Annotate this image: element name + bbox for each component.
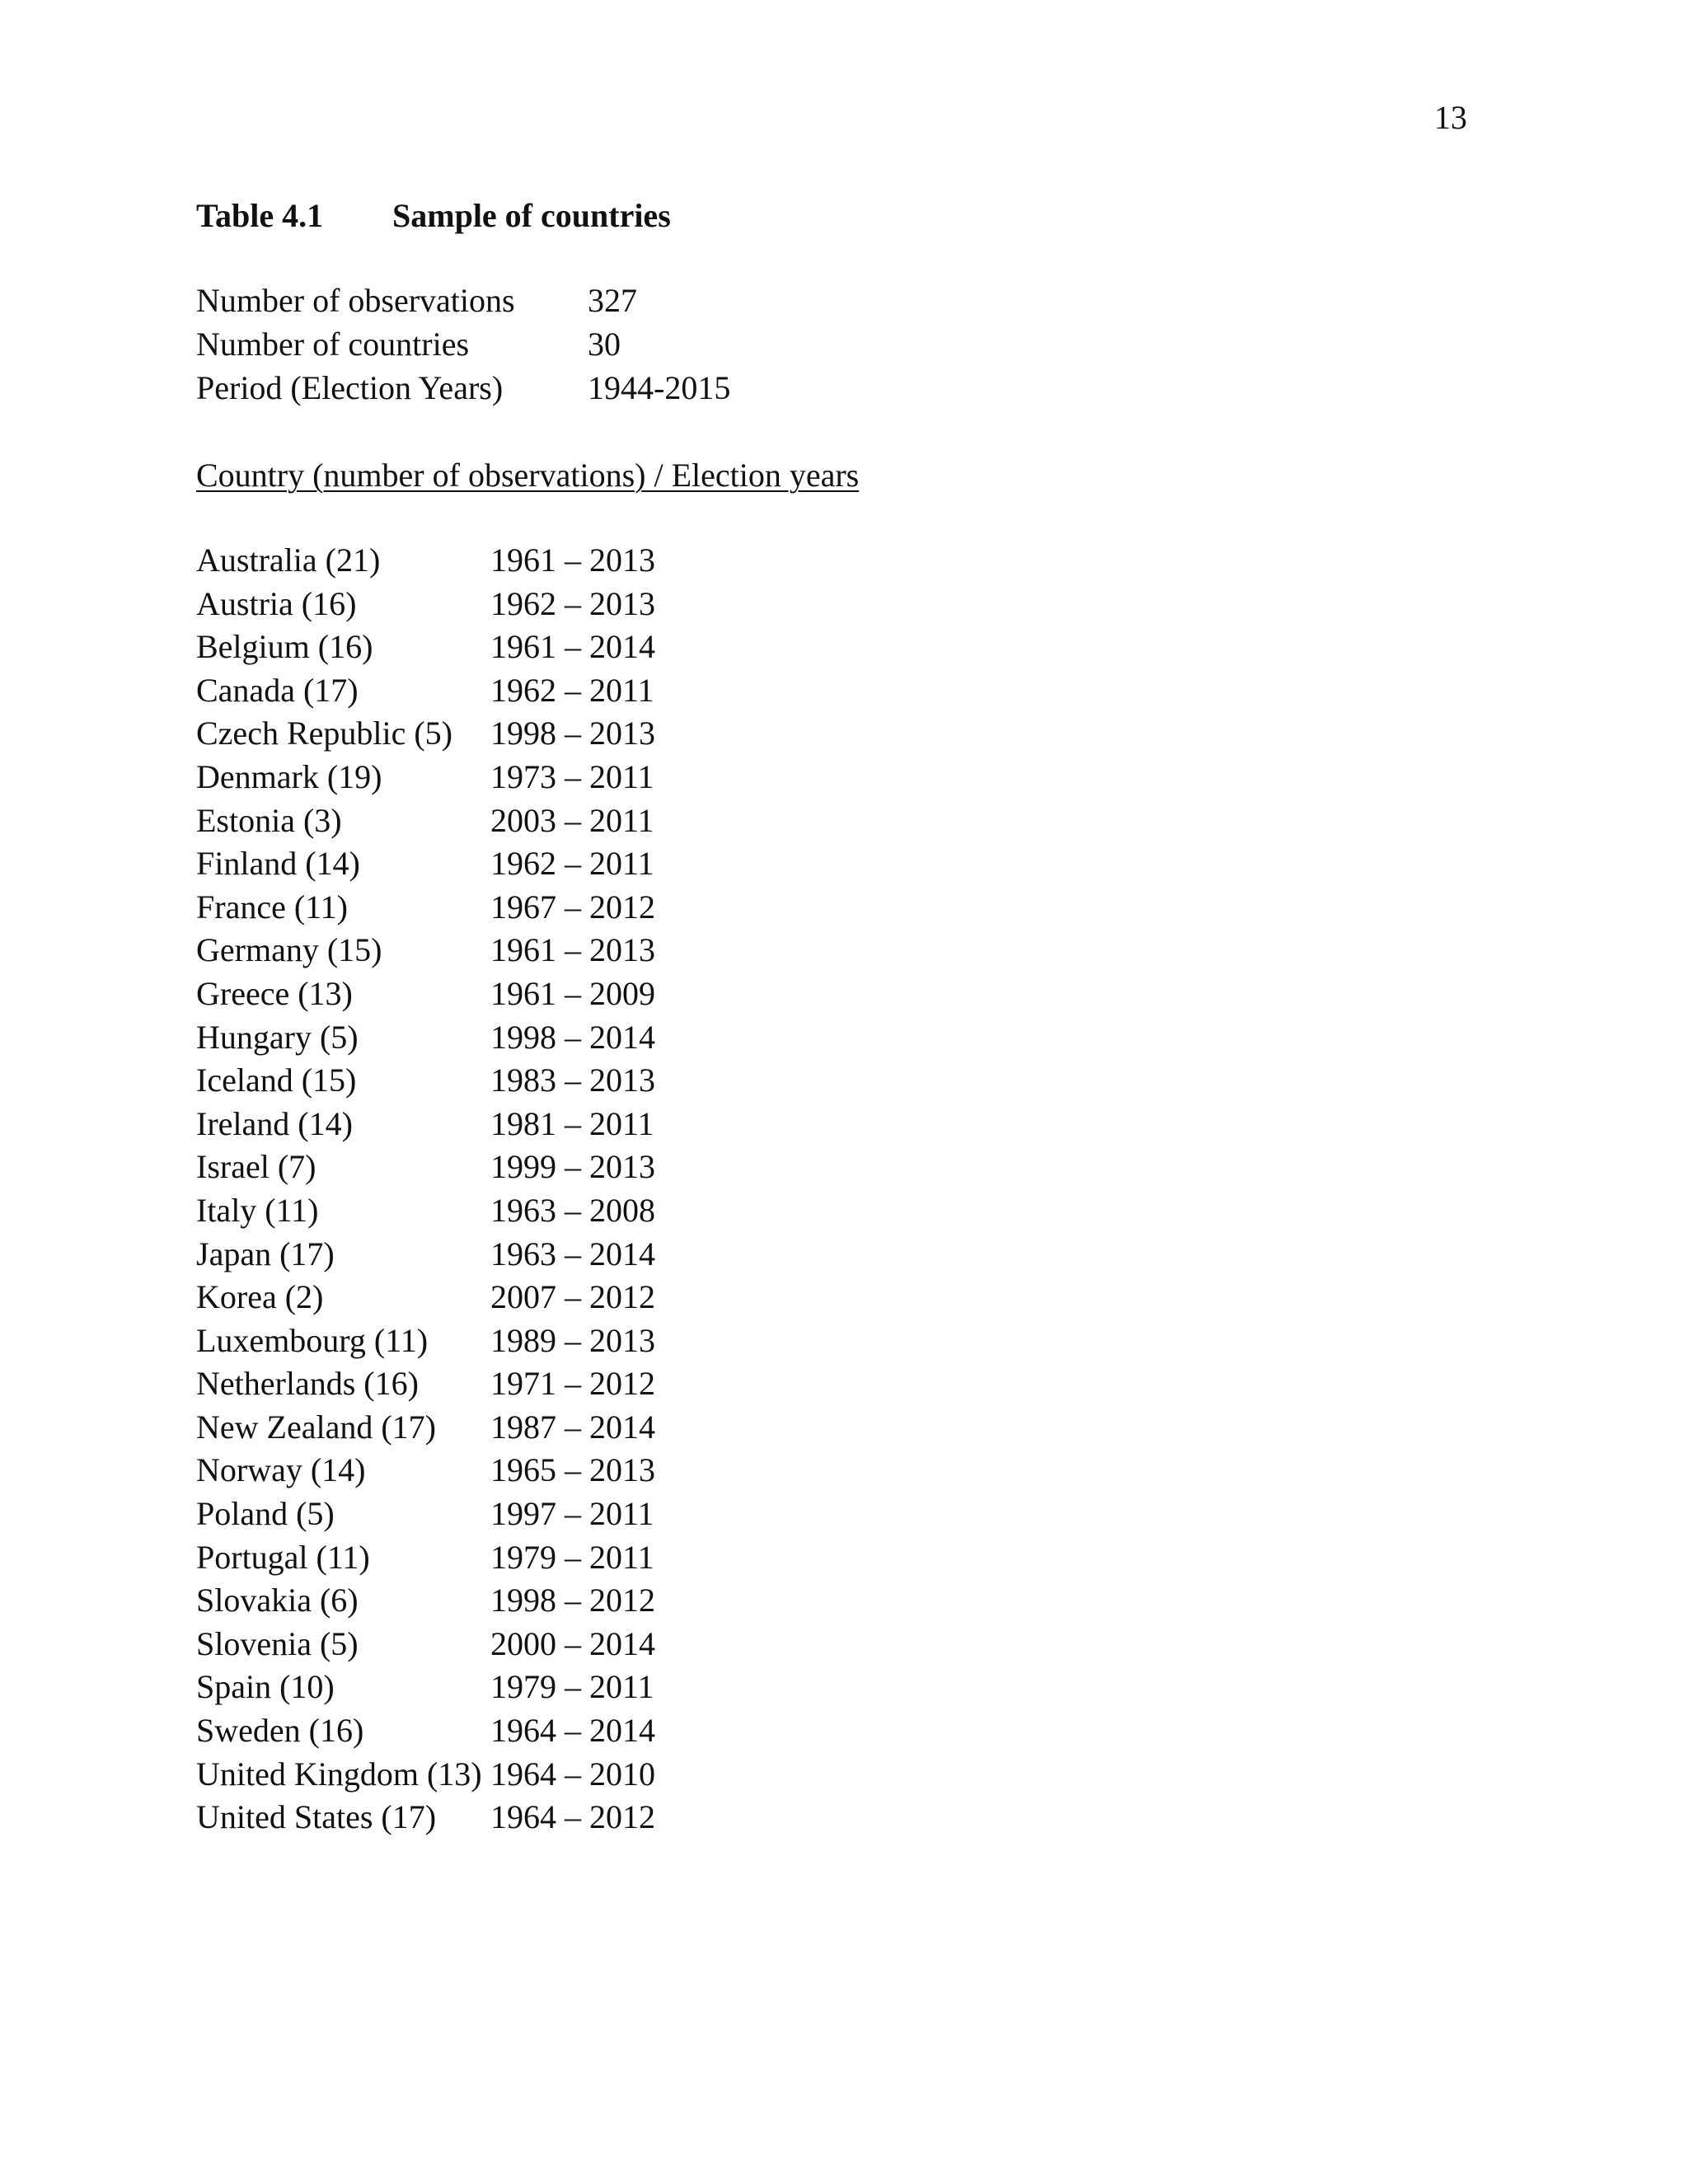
election-years: 1998 – 2012 [490, 1582, 655, 1619]
country-row [196, 1450, 655, 1493]
country-row [196, 1754, 655, 1797]
country-row [196, 1277, 655, 1320]
election-years: 1962 – 2011 [490, 671, 654, 709]
country-name: Germany (15) [196, 931, 382, 969]
summary-value: 30 [588, 326, 621, 363]
country-row [196, 1580, 655, 1624]
election-years: 1964 – 2012 [490, 1798, 655, 1836]
country-name: France (11) [196, 888, 348, 926]
country-row [196, 1017, 655, 1061]
country-name: Luxembourg (11) [196, 1321, 429, 1359]
country-row [196, 1363, 655, 1407]
country-row [196, 1624, 655, 1667]
country-name: Austria (16) [196, 584, 357, 622]
country-name: Slovenia (5) [196, 1624, 359, 1662]
country-row [196, 843, 655, 887]
election-years: 1961 – 2014 [490, 628, 655, 666]
country-name: New Zealand (17) [196, 1408, 436, 1446]
country-row [196, 713, 655, 757]
country-row [196, 800, 655, 844]
election-years: 2000 – 2014 [490, 1624, 655, 1662]
country-name: Australia (21) [196, 541, 381, 579]
election-years: 1961 – 2009 [490, 974, 655, 1012]
election-years: 1979 – 2011 [490, 1668, 654, 1706]
country-name: Poland (5) [196, 1495, 335, 1533]
election-years: 2007 – 2012 [490, 1278, 655, 1316]
summary-row-countries [196, 324, 730, 368]
country-row [196, 626, 655, 670]
election-years: 2003 – 2011 [490, 801, 654, 839]
country-name: United States (17) [196, 1798, 437, 1836]
election-years: 1963 – 2008 [490, 1191, 655, 1229]
country-name: Greece (13) [196, 974, 353, 1012]
country-name: Japan (17) [196, 1235, 335, 1272]
summary-label: Number of observations [196, 282, 515, 319]
country-row [196, 1146, 655, 1190]
election-years: 1964 – 2014 [490, 1712, 655, 1750]
country-name: Portugal (11) [196, 1538, 370, 1576]
country-name: Hungary (5) [196, 1018, 359, 1056]
country-name: Belgium (16) [196, 628, 373, 666]
election-years: 1987 – 2014 [490, 1408, 655, 1446]
country-name: Italy (11) [196, 1191, 319, 1229]
country-name: Estonia (3) [196, 801, 342, 839]
country-list [196, 540, 655, 1840]
country-row [196, 1537, 655, 1581]
table-caption: Sample of countries [392, 197, 671, 234]
table-number: Table 4.1 [196, 197, 324, 234]
country-row [196, 887, 655, 930]
country-name: Spain (10) [196, 1668, 335, 1706]
summary-row-period [196, 368, 730, 411]
country-name: Czech Republic (5) [196, 715, 452, 752]
country-row [196, 1710, 655, 1754]
country-name: Norway (14) [196, 1451, 366, 1489]
summary-value: 1944-2015 [588, 369, 731, 406]
country-name: Canada (17) [196, 671, 359, 709]
election-years: 1965 – 2013 [490, 1451, 655, 1489]
country-row [196, 1234, 655, 1277]
election-years: 1998 – 2013 [490, 715, 655, 752]
election-years: 1979 – 2011 [490, 1538, 654, 1576]
country-name: Iceland (15) [196, 1062, 357, 1099]
summary-label: Number of countries [196, 326, 470, 363]
country-row [196, 1407, 655, 1451]
election-years: 1964 – 2010 [490, 1755, 655, 1793]
summary-value: 327 [588, 282, 637, 319]
election-years: 1963 – 2014 [490, 1235, 655, 1272]
election-years: 1962 – 2013 [490, 584, 655, 622]
election-years: 1961 – 2013 [490, 931, 655, 969]
country-row [196, 757, 655, 800]
country-name: Netherlands (16) [196, 1365, 419, 1403]
country-name: Sweden (16) [196, 1712, 364, 1750]
country-row [196, 1797, 655, 1840]
country-row [196, 1666, 655, 1710]
country-row [196, 1190, 655, 1234]
country-name: Ireland (14) [196, 1104, 353, 1142]
election-years: 1962 – 2011 [490, 845, 654, 883]
country-name: Denmark (19) [196, 757, 382, 795]
country-row [196, 930, 655, 973]
country-row [196, 583, 655, 627]
section-heading: Country (number of observations) / Election years [196, 457, 860, 494]
election-years: 1997 – 2011 [490, 1495, 654, 1533]
summary-row-observations [196, 280, 730, 324]
page-number: 13 [1434, 99, 1467, 136]
election-years: 1961 – 2013 [490, 541, 655, 579]
country-name: Korea (2) [196, 1278, 324, 1316]
country-row [196, 1320, 655, 1364]
country-row [196, 670, 655, 714]
election-years: 1998 – 2014 [490, 1018, 655, 1056]
country-row [196, 540, 655, 583]
summary-label: Period (Election Years) [196, 369, 504, 406]
election-years: 1967 – 2012 [490, 888, 655, 926]
election-years: 1971 – 2012 [490, 1365, 655, 1403]
election-years: 1999 – 2013 [490, 1148, 655, 1186]
election-years: 1989 – 2013 [490, 1321, 655, 1359]
country-name: United Kingdom (13) [196, 1755, 482, 1793]
country-name: Finland (14) [196, 845, 360, 883]
election-years: 1981 – 2011 [490, 1104, 654, 1142]
summary-block [196, 280, 730, 411]
country-row [196, 1060, 655, 1104]
table-title [196, 195, 671, 237]
country-row [196, 973, 655, 1017]
country-row [196, 1493, 655, 1537]
country-name: Slovakia (6) [196, 1582, 359, 1619]
country-row [196, 1104, 655, 1147]
country-name: Israel (7) [196, 1148, 316, 1186]
election-years: 1973 – 2011 [490, 757, 654, 795]
election-years: 1983 – 2013 [490, 1062, 655, 1099]
